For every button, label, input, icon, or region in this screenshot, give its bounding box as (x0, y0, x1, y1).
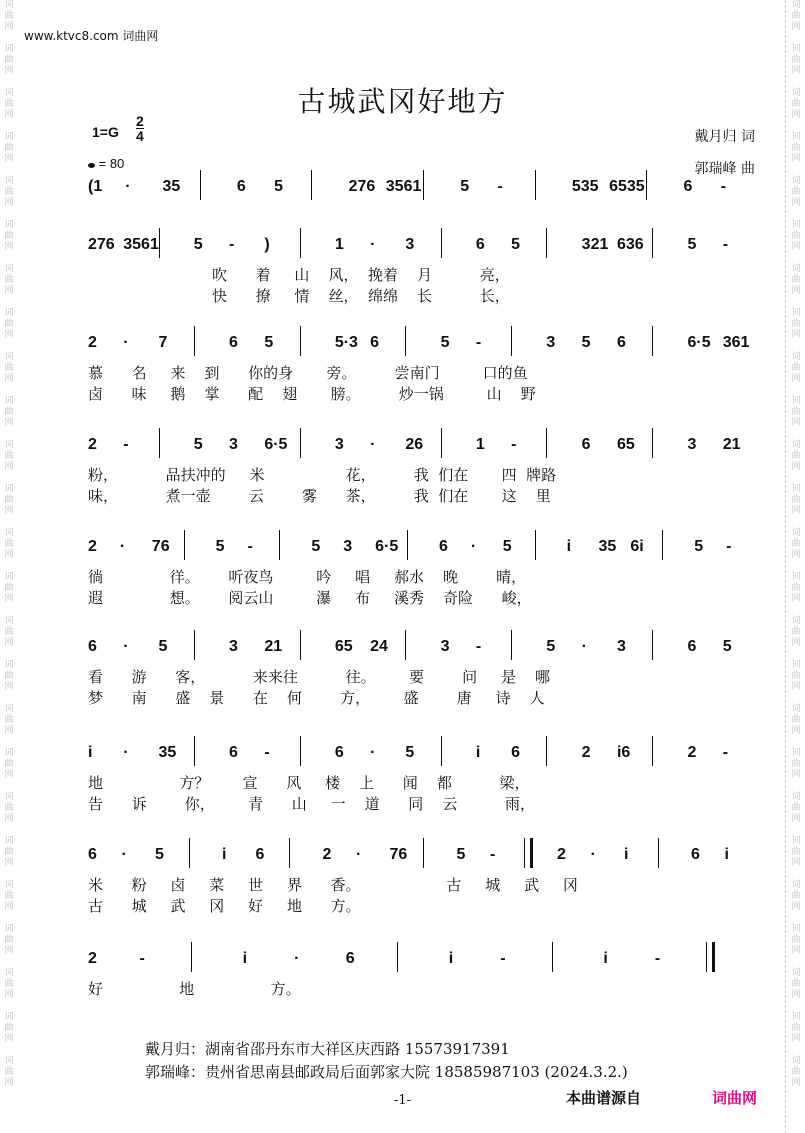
note-group: 361 (722, 334, 750, 351)
note-group: - (490, 846, 496, 863)
bar-line (189, 838, 190, 868)
bar-line (159, 228, 160, 258)
bar-line (535, 170, 536, 200)
note-group: - (123, 436, 129, 453)
note-group: 5 (440, 334, 450, 351)
note-group: 2 (88, 950, 97, 967)
song-title: 古城武冈好地方 (297, 85, 508, 118)
note-group: 535 (571, 178, 599, 195)
note-group: 3 (616, 638, 626, 655)
note-group: 5 (193, 236, 203, 253)
note-group: i6 (616, 744, 631, 761)
notation-line (88, 538, 758, 566)
note-group: 21 (722, 436, 741, 453)
note-group: 5 (405, 744, 415, 761)
bar-line (658, 838, 659, 868)
note-group: · (356, 846, 362, 863)
bar-line (546, 228, 547, 258)
bar-line (279, 530, 280, 560)
note-group: 6 (345, 950, 355, 967)
note-group: 5 (546, 638, 556, 655)
left-watermark-strip: 词 曲 网 词 曲 网 词 曲 网 词 曲 网 词 曲 网 词 曲 网 词 曲 网 词 曲 网 词 曲 网 词 曲 网 词 曲 网 词 曲 网 词 曲 网 词 曲 网 词 曲 网 词 曲 网 词 曲 网 词 曲 网 词 曲 网 词 曲 网 词 曲 网 词 曲 网 词 曲 网 词 曲 网 词 曲 网 (4, 0, 14, 1088)
bar-line (652, 736, 653, 766)
note-group: · (121, 846, 127, 863)
bar-line (194, 326, 195, 356)
source-label: 本曲谱源自 (566, 1089, 642, 1107)
note-group: 6 (687, 638, 697, 655)
note-group: 5 (311, 538, 321, 555)
note-group: 2 (88, 538, 97, 555)
note-group: 3 (343, 538, 353, 555)
note-group: 6 (255, 846, 265, 863)
note-group: 6 (683, 178, 693, 195)
note-group: 5 (456, 846, 466, 863)
bar-line (706, 942, 715, 972)
note-group: i (724, 846, 729, 863)
note-group: - (475, 638, 482, 655)
note-group: - (475, 334, 482, 351)
tempo-marking (88, 156, 124, 171)
note-group: 2 (687, 744, 697, 761)
lyric-line-2: 味， 煮一壶 云 雾 茶， 我 们在 这 里 (88, 487, 551, 505)
bar-line (289, 838, 290, 868)
note-group: 5 (694, 538, 704, 555)
note-group: 6 (370, 334, 379, 351)
note-group: · (294, 950, 300, 967)
bar-line (184, 530, 185, 560)
note-group: 1 (334, 236, 344, 253)
bar-line (546, 428, 547, 458)
note-group: 26 (405, 436, 424, 453)
note-group: 5 (193, 436, 203, 453)
note-group: 21 (264, 638, 283, 655)
note-group: 3561 (385, 178, 422, 195)
composer-credit: 郭瑞峰 曲 (694, 161, 755, 177)
bar-line (300, 428, 301, 458)
tempo-value: = 80 (98, 156, 125, 171)
note-group: 76 (389, 846, 408, 863)
page-number: -1- (393, 1093, 412, 1108)
note-group: 3 (229, 436, 238, 453)
note-group: 321 (581, 236, 609, 253)
note-group: 3 (334, 436, 344, 453)
lyric-line-2: 快 撩 情 丝， 绵绵 长 长， (88, 287, 510, 305)
note-group: · (590, 846, 596, 863)
lyricist-credit: 戴月归 词 (694, 129, 755, 145)
note-group: · (370, 744, 376, 761)
lyric-line-1: 看 游 客， 来来往 往。 要 问 是 哪 (88, 668, 551, 686)
notation-line (88, 950, 758, 978)
note-group: 35 (162, 178, 181, 195)
notation-line (88, 436, 758, 464)
note-group: (1 (88, 178, 103, 195)
note-group: - (722, 236, 729, 253)
note-group: 3 (546, 334, 556, 351)
time-top: 2 (136, 113, 144, 129)
contact-lyricist: 戴月归：湖南省邵丹东市大祥区庆西路 15573917391 (145, 1040, 510, 1058)
note-group: - (264, 744, 270, 761)
note-group: 5 (158, 638, 168, 655)
bar-line (191, 942, 192, 972)
bar-line (300, 736, 301, 766)
notation-line (88, 178, 758, 206)
time-bottom: 4 (136, 128, 144, 144)
bar-line (405, 630, 406, 660)
bar-line (546, 736, 547, 766)
note-group: 24 (370, 638, 388, 655)
note-group: 3561 (123, 236, 159, 253)
note-group: · (470, 538, 477, 555)
note-group: · (123, 744, 129, 761)
note-group: 5 (687, 236, 697, 253)
note-group: 5 (155, 846, 164, 863)
note-group: 6 (229, 744, 238, 761)
note-group: - (229, 236, 235, 253)
note-group: · (123, 334, 129, 351)
lyric-line-1: 吹 着 山 风， 挽着 月 亮， (88, 266, 510, 284)
quarter-note-icon (88, 163, 95, 168)
note-group: - (654, 950, 661, 967)
note-group: 6 (475, 236, 485, 253)
note-group: · (125, 178, 131, 195)
lyric-line-1: 慕 名 来 到 你的身 旁。 尝南门 口的鱼 (88, 364, 528, 382)
note-group: 76 (151, 538, 170, 555)
note-group: 5 (502, 538, 512, 555)
note-group: 6 (88, 846, 97, 863)
note-group: · (370, 236, 376, 253)
note-group: - (722, 744, 729, 761)
note-group: · (581, 638, 587, 655)
bar-line (407, 530, 408, 560)
bar-line (524, 838, 533, 868)
source-site-link[interactable]: 词曲网 (712, 1089, 758, 1107)
bar-line (300, 630, 301, 660)
bar-line (511, 630, 512, 660)
note-group: 5 (460, 178, 470, 195)
note-group: 5 (264, 334, 274, 351)
lyric-line-1: 地 方？ 宣 风 楼 上 闻 都 梁， (88, 774, 530, 792)
lyric-line-1: 粉， 品扶冲的 米 花， 我 们在 四 牌路 (88, 466, 557, 484)
note-group: - (139, 950, 145, 967)
bar-line (441, 228, 442, 258)
bar-line (300, 228, 301, 258)
note-group: 3 (405, 236, 415, 253)
notation-line (88, 638, 758, 666)
note-group: 7 (158, 334, 168, 351)
note-group: 276 (348, 178, 376, 195)
note-group: - (247, 538, 253, 555)
note-group: 6·5 (375, 538, 399, 555)
note-group: 3 (229, 638, 238, 655)
note-group: i (242, 950, 248, 967)
bar-line (405, 326, 406, 356)
note-group: ) (264, 236, 270, 253)
notation-line (88, 236, 758, 264)
note-group: 6 (691, 846, 700, 863)
note-group: 6 (236, 178, 246, 195)
note-group: 2 (557, 846, 566, 863)
note-group: 6 (88, 638, 97, 655)
note-group: - (726, 538, 732, 555)
note-group: 35 (158, 744, 177, 761)
note-group: 6 (438, 538, 448, 555)
bar-line (652, 228, 653, 258)
note-group: i (222, 846, 227, 863)
note-group: - (511, 436, 517, 453)
lyric-line-1: 徜 徉。 听夜鸟 吟 唱 郝水 晚 晴， (88, 568, 527, 586)
note-group: 5 (274, 178, 284, 195)
site-url[interactable]: www.ktvc8.com 词曲网 (24, 29, 159, 43)
note-group: - (720, 178, 727, 195)
bar-line (652, 428, 653, 458)
bar-line (397, 942, 398, 972)
note-group: i (566, 538, 572, 555)
bar-line (311, 170, 312, 200)
note-group: 6·5 (687, 334, 711, 351)
bar-line (652, 630, 653, 660)
note-group: · (370, 436, 376, 453)
bar-line (652, 326, 653, 356)
bar-line (441, 736, 442, 766)
bar-line (200, 170, 201, 200)
note-group: 5 (581, 334, 591, 351)
contact-composer: 郭瑞峰：贵州省思南县邮政局后面郭家大院 18585987103 (2024.3.2.) (145, 1063, 628, 1081)
bar-line (423, 838, 424, 868)
bar-line (441, 428, 442, 458)
note-group: 276 (88, 236, 115, 253)
note-group: 6 (334, 744, 344, 761)
note-group: 2 (322, 846, 332, 863)
note-group: 1 (475, 436, 485, 453)
note-group: 5 (215, 538, 225, 555)
notation-line (88, 744, 758, 772)
bar-line (535, 530, 536, 560)
note-group: 6 (229, 334, 238, 351)
lyric-line-1: 好 地 方。 (88, 980, 301, 998)
note-group: 5 (722, 638, 732, 655)
bar-line (662, 530, 663, 560)
note-group: 636 (616, 236, 644, 253)
note-group: 3 (687, 436, 697, 453)
note-group: 2 (88, 436, 97, 453)
note-group: i (624, 846, 629, 863)
note-group: i (88, 744, 93, 761)
notation-line (88, 846, 758, 874)
note-group: · (119, 538, 126, 555)
note-group: - (500, 950, 506, 967)
note-group: i (475, 744, 481, 761)
note-group: i (448, 950, 454, 967)
note-group: - (497, 178, 503, 195)
lyric-line-2: 告 诉 你， 青 山 一 道 同 云 雨， (88, 795, 536, 813)
key-signature: 1=G (92, 124, 119, 140)
note-group: 35 (598, 538, 617, 555)
time-signature (136, 114, 144, 143)
note-group: 65 (334, 638, 353, 655)
bar-line (194, 630, 195, 660)
note-group: 2 (581, 744, 591, 761)
bar-line (646, 170, 647, 200)
lyric-line-1: 米 粉 卤 菜 世 界 香。 古 城 武 冈 (88, 876, 578, 894)
note-group: · (123, 638, 129, 655)
lyric-line-2: 卤 味 鹅 掌 配 翅 膀。 炒一锅 山 野 (88, 385, 536, 403)
note-group: 5·3 (334, 334, 358, 351)
bar-line (159, 428, 160, 458)
note-group: 6 (511, 744, 521, 761)
bar-line (300, 326, 301, 356)
note-group: 6 (581, 436, 591, 453)
lyric-line-2: 古 城 武 冈 好 地 方。 (88, 897, 361, 915)
note-group: i (603, 950, 608, 967)
note-group: 3 (440, 638, 450, 655)
note-group: 6535 (609, 178, 645, 195)
bar-line (423, 170, 424, 200)
notation-line (88, 334, 758, 362)
bar-line (552, 942, 553, 972)
note-group: 5 (511, 236, 521, 253)
note-group: 6·5 (264, 436, 288, 453)
right-watermark-strip: 词 曲 网 词 曲 网 词 曲 网 词 曲 网 词 曲 网 词 曲 网 词 曲 网 词 曲 网 词 曲 网 词 曲 网 词 曲 网 词 曲 网 词 曲 网 词 曲 网 词 曲 网 词 曲 网 词 曲 网 词 曲 网 词 曲 网 词 曲 网 词 曲 网 词 曲 网 词 曲 网 词 曲 网 词 曲 网 (789, 0, 803, 1133)
lyric-line-2: 遐 想。 阅云山 瀑 布 溪秀 奇险 峻， (88, 589, 532, 607)
bar-line (194, 736, 195, 766)
note-group: 65 (616, 436, 635, 453)
bar-line (511, 326, 512, 356)
note-group: 6 (616, 334, 626, 351)
note-group: 6i (630, 538, 644, 555)
note-group: 2 (88, 334, 97, 351)
lyric-line-2: 梦 南 盛 景 在 何 方， 盛 唐 诗 人 (88, 689, 545, 707)
